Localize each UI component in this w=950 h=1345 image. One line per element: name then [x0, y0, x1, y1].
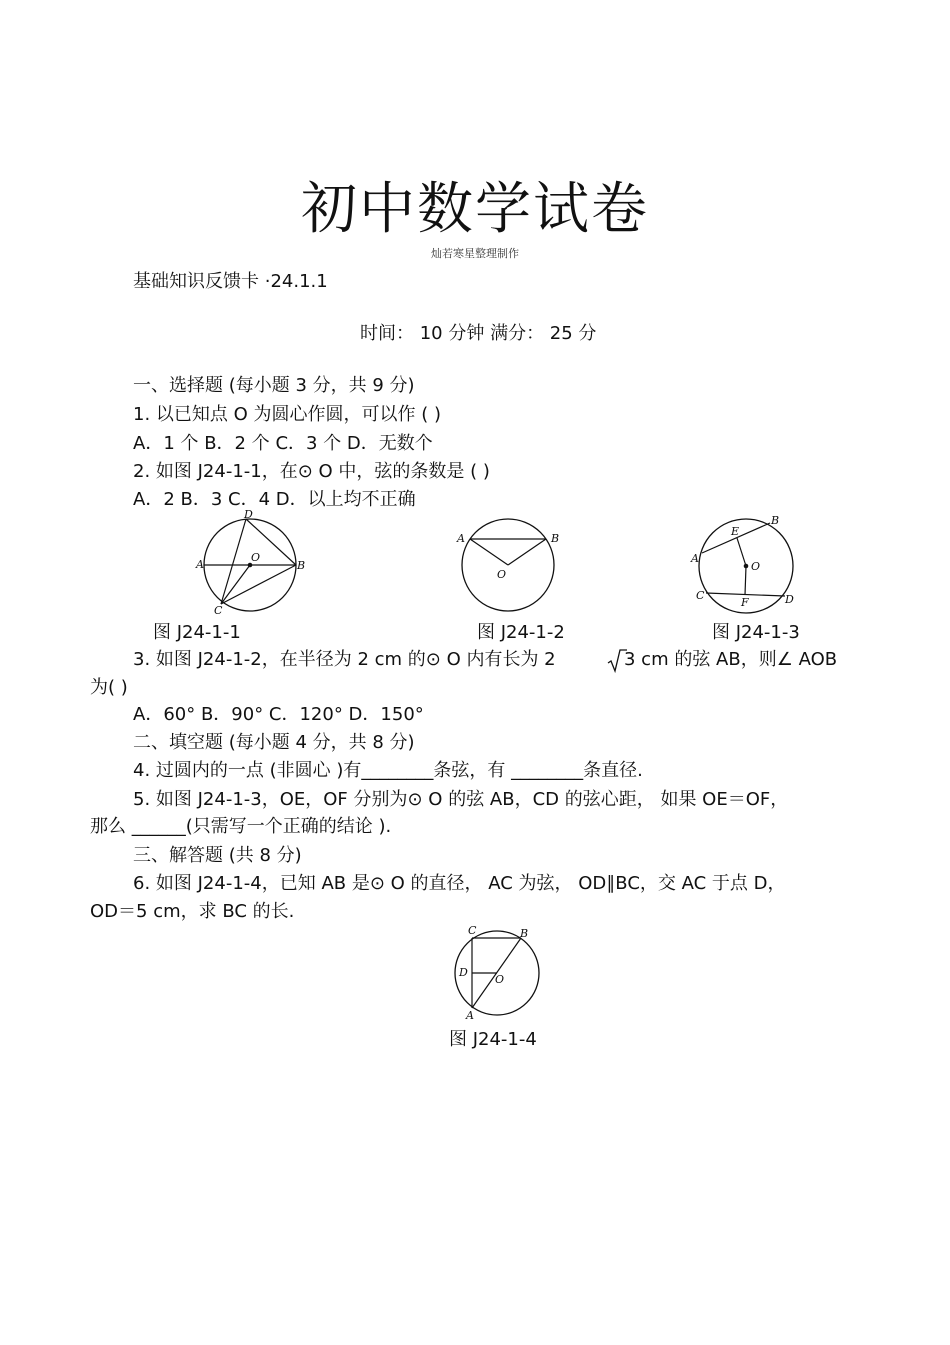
label-b: B	[771, 514, 780, 527]
question-5-line1: 5. 如图 J24-1-3，OE，OF 分别为⊙ O 的弦 AB，CD 的弦心距， 如果 OE＝OF，	[133, 789, 789, 810]
label-a: A	[466, 1009, 474, 1022]
question-1: 1. 以已知点 O 为圆心作圆，可以作 ( )	[133, 404, 441, 425]
label-c: C	[696, 589, 705, 602]
figure-j24-1-2	[450, 512, 565, 617]
figure-j24-1-3	[685, 510, 810, 616]
question-6-line2: OD＝5 cm，求 BC 的长.	[90, 901, 295, 922]
label-b: B	[551, 532, 560, 545]
question-3-line2: 为( )	[90, 677, 128, 698]
question-2: 2. 如图 J24-1-1，在⊙ O 中，弦的条数是 ( )	[133, 461, 490, 482]
label-b: B	[520, 927, 529, 940]
question-3-part2: 3 cm 的弦 AB，则∠ AOB	[624, 649, 838, 670]
label-o: O	[495, 973, 505, 986]
label-o: O	[251, 551, 261, 564]
page-title: 初中数学试卷	[301, 177, 649, 242]
label-f: F	[741, 596, 749, 609]
question-1-options: A．1 个 B．2 个 C．3 个 D．无数个	[133, 433, 433, 454]
question-5-line2: 那么 ______(只需写一个正确的结论 ).	[90, 816, 392, 837]
label-b: B	[297, 559, 306, 572]
label-o: O	[751, 560, 761, 573]
label-c: C	[468, 924, 477, 937]
question-3-part1: 3. 如图 J24-1-2，在半径为 2 cm 的⊙ O 内有长为 2	[133, 649, 556, 670]
page-subtitle: 灿若寒星整理制作	[431, 247, 519, 260]
label-c: C	[214, 604, 223, 617]
label-a: A	[196, 558, 204, 571]
label-e: E	[731, 525, 740, 538]
question-2-options: A．2 B．3 C．4 D．以上均不正确	[133, 489, 416, 510]
figure-4-caption: 图 J24-1-4	[449, 1029, 537, 1050]
label-a: A	[457, 532, 465, 545]
label-o: O	[497, 568, 507, 581]
label-d: D	[785, 593, 794, 606]
figure-j24-1-1	[190, 508, 310, 618]
label-d: D	[244, 508, 253, 521]
question-4: 4. 过圆内的一点 (非圆心 )有________条弦，有 ________条直径.	[133, 760, 643, 781]
section-choice-header: 一、选择题 (每小题 3 分，共 9 分)	[133, 375, 415, 396]
header-label: 基础知识反馈卡 ·24.1.1	[133, 271, 328, 292]
question-6-line1: 6. 如图 J24-1-4，已知 AB 是⊙ O 的直径， AC 为弦， OD∥BC，交 AC 于点 D，	[133, 873, 786, 894]
figure-1-caption: 图 J24-1-1	[153, 622, 241, 643]
label-d: D	[459, 966, 468, 979]
label-a: A	[691, 552, 699, 565]
time-line: 时间： 10 分钟 满分： 25 分	[360, 323, 597, 344]
figure-j24-1-4	[448, 922, 548, 1022]
section-answer-header: 三、解答题 (共 8 分)	[133, 845, 302, 866]
figure-2-caption: 图 J24-1-2	[477, 622, 565, 643]
figure-3-caption: 图 J24-1-3	[712, 622, 800, 643]
section-fill-header: 二、填空题 (每小题 4 分，共 8 分)	[133, 732, 415, 753]
question-3-options: A．60° B．90° C．120° D．150°	[133, 704, 424, 725]
